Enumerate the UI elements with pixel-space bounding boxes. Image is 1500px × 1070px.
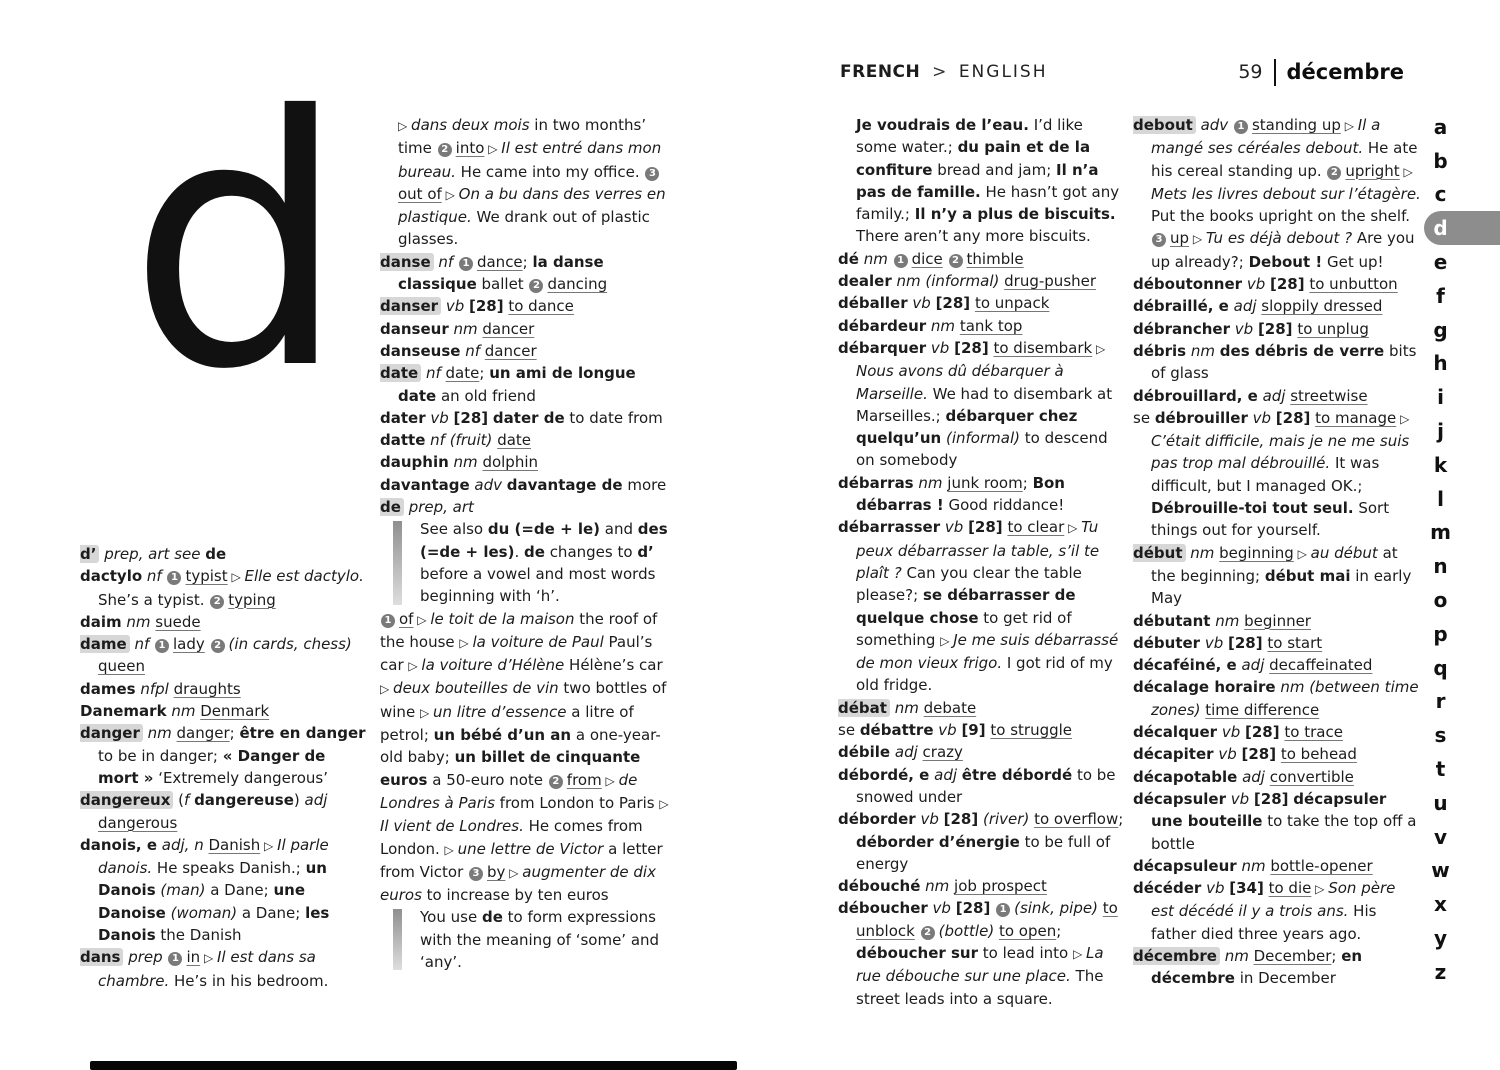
headword: danger: [80, 724, 143, 742]
example-marker-icon: ▷: [408, 659, 422, 674]
alphabet-tab-l: l: [1437, 486, 1444, 511]
headword: dangereux: [80, 791, 173, 809]
alphabet-tab-c: c: [1434, 182, 1447, 207]
headword: début: [1133, 544, 1186, 562]
sense-number: 1: [155, 639, 169, 653]
dictionary-entry: danseuse nf dancer: [380, 341, 537, 360]
dictionary-entry: déballer vb [28] to unpack: [838, 294, 1050, 313]
dictionary-entry: déboucher vb [28] 1 (sink, pipe) to unblock 2 (bottle) to open; déboucher sur to lead into ▷ La rue débouche sur une place. The street leads into a square.: [838, 899, 1118, 1008]
alphabet-tab-g: g: [1433, 317, 1448, 342]
section-language-from: FRENCH: [840, 62, 921, 82]
example-marker-icon: ▷: [1396, 411, 1410, 426]
text-column-2: [380, 114, 670, 1010]
usage-note: You use de to form expressions with the meaning of ‘some’ and ‘any’.: [380, 906, 670, 973]
example-marker-icon: ▷: [419, 705, 433, 720]
headword: dans: [80, 948, 123, 966]
dictionary-entry: dauphin nm dolphin: [380, 453, 539, 472]
example-marker-icon: ▷: [601, 773, 619, 788]
example-marker-icon: ▷: [1340, 119, 1358, 133]
alphabet-tab-k: k: [1433, 452, 1448, 477]
example-marker-icon: ▷: [940, 633, 954, 648]
entry-continuation: 1 of ▷ le toit de la maison the roof of the house ▷ la voiture de Paul Paul’s car ▷ la voiture d’Hélène Hélène’s car ▷ deux bouteilles de vin two bottles of wine ▷ un litre d’essence a litre of petrol; un bébé d’un an a one-year-old baby; un billet de cinquante euros a 50-euro note 2 from ▷ de Londres à Paris from London to Paris ▷ Il vient de Londres. He comes from London. ▷ une lettre de Victor a letter from Victor 3 by ▷ augmenter de dix euros to increase by ten euros: [380, 609, 669, 905]
sense-number: 2: [438, 143, 452, 157]
dictionary-entry: débrancher vb [28] to unplug: [1133, 319, 1369, 338]
dictionary-entry: décaféiné, e adj decaffeinated: [1133, 656, 1373, 675]
page-guide: [1238, 56, 1404, 88]
dictionary-entry: déborder vb [28] (river) to overflow; déborder d’énergie to be full of energy: [838, 810, 1124, 873]
sense-number: 2: [549, 775, 563, 789]
sense-number: 1: [167, 571, 181, 585]
footer-bar: [90, 1061, 737, 1070]
dictionary-entry: danser vb [28] to dance: [380, 295, 670, 317]
alphabet-tab-r: r: [1435, 689, 1446, 714]
example-marker-icon: ▷: [441, 187, 459, 202]
dictionary-entry: début nm beginning ▷ au début at the beginning; début mai in early May: [1133, 542, 1423, 610]
example-marker-icon: ▷: [380, 682, 394, 697]
alphabet-tab-m: m: [1430, 520, 1451, 545]
dictionary-entry: se débrouiller vb [28] to manage ▷ C’était difficile, mais je ne me suis pas trop mal débrouillé. It was difficult, but I managed OK.; Débrouille-toi tout seul. Sort things out for yourself.: [1133, 408, 1410, 540]
dictionary-entry: dame nf 1 lady 2 (in cards, chess) queen: [80, 633, 370, 678]
sense-number: 1: [996, 903, 1010, 917]
dictionary-entry: danger nm danger; être en danger to be in danger; « Danger de mort » ‘Extremely dangerous’: [80, 722, 370, 789]
sense-number: 1: [894, 254, 908, 268]
entry-continuation: Je voudrais de l’eau. I’d like some water.; du pain et de la confiture bread and jam; Il n’a pas de famille. He hasn’t got any family.; Il n’y a plus de biscuits. There aren’t any more biscuits.: [856, 116, 1120, 246]
alphabet-tab-u: u: [1433, 790, 1448, 815]
usage-note: See also du (=de + le) and des (=de + les). de changes to d’ before a vowel and most words beginning with ‘h’.: [380, 518, 670, 607]
alphabet-tab-x: x: [1434, 892, 1447, 917]
dictionary-entry: décapiter vb [28] to behead: [1133, 745, 1357, 764]
example-marker-icon: ▷: [1399, 164, 1413, 179]
headword: debout: [1133, 116, 1196, 134]
example-marker-icon: ▷: [1293, 546, 1311, 561]
dictionary-entry: de prep, art: [380, 496, 670, 518]
alphabet-tab-d: d: [1424, 211, 1500, 245]
dictionary-entry: débrouillard, e adj streetwise: [1133, 386, 1368, 405]
alphabet-tab-h: h: [1433, 351, 1448, 376]
sense-number: 1: [381, 614, 395, 628]
text-column-4: [1133, 114, 1423, 1010]
alphabet-rail: [1424, 110, 1500, 989]
alphabet-tab-q: q: [1433, 655, 1448, 680]
text-column-3: [838, 114, 1128, 1010]
dictionary-entry: dé nm 1 dice 2 thimble: [838, 249, 1024, 268]
dictionary-entry: dames nfpl draughts: [80, 679, 241, 698]
alphabet-tab-s: s: [1434, 723, 1447, 748]
dictionary-entry: date nf date; un ami de longue date an old friend: [380, 362, 670, 407]
alphabet-tab-f: f: [1436, 283, 1445, 308]
example-marker-icon: ▷: [1064, 521, 1082, 536]
alphabet-tab-i: i: [1437, 385, 1444, 410]
dictionary-entry: débile adj crazy: [838, 743, 963, 762]
alphabet-tab-w: w: [1431, 858, 1450, 883]
page-number: 59: [1238, 61, 1263, 83]
dictionary-entry: danse nf 1 dance; la danse classique ballet 2 dancing: [380, 251, 670, 296]
text-column-1: [80, 543, 370, 1005]
example-marker-icon: ▷: [398, 119, 412, 133]
header-divider: [1274, 59, 1276, 86]
example-marker-icon: ▷: [505, 865, 523, 880]
sense-number: 1: [459, 257, 473, 271]
dictionary-entry: débris nm des débris de verre bits of glass: [1133, 341, 1417, 383]
example-marker-icon: ▷: [260, 838, 278, 853]
headword: débat: [838, 699, 890, 717]
headword: danser: [380, 297, 441, 315]
dictionary-entry: décembre nm December; en décembre in December: [1133, 945, 1423, 990]
sense-number: 2: [1327, 166, 1341, 180]
example-marker-icon: ▷: [444, 842, 458, 857]
dictionary-entry: décapsuleur nm bottle-opener: [1133, 856, 1373, 875]
dictionary-entry: décalquer vb [28] to trace: [1133, 723, 1343, 742]
dictionary-entry: débarras nm junk room; Bon débarras ! Good riddance!: [838, 473, 1065, 515]
dictionary-entry: débouché nm job prospect: [838, 877, 1047, 896]
dictionary-entry: débat nm debate: [838, 697, 1128, 719]
dictionary-entry: dater vb [28] dater de to date from: [380, 408, 663, 427]
dictionary-entry: décéder vb [34] to die ▷ Son père est décédé il y a trois ans. His father died three years ago.: [1133, 879, 1396, 943]
example-marker-icon: ▷: [1189, 232, 1206, 247]
dictionary-entry: débarquer vb [28] to disembark ▷ Nous avons dû débarquer à Marseille. We had to disembark at Marseilles.; débarquer chez quelqu’un (informal) to descend on somebody: [838, 338, 1113, 470]
guide-word: décembre: [1286, 60, 1404, 84]
headword: de: [380, 498, 404, 516]
alphabet-tab-o: o: [1433, 588, 1448, 613]
dictionary-entry: d’ prep, art see de: [80, 543, 370, 565]
dictionary-entry: débutant nm beginner: [1133, 611, 1311, 630]
dictionary-entry: dactylo nf 1 typist ▷ Elle est dactylo. She’s a typist. 2 typing: [80, 567, 364, 609]
dictionary-entry: danseur nm dancer: [380, 319, 535, 338]
example-marker-icon: ▷: [484, 142, 502, 157]
big-letter: d: [128, 44, 347, 445]
sense-number: 2: [921, 926, 935, 940]
alphabet-tab-z: z: [1434, 959, 1447, 984]
dictionary-entry: datte nf (fruit) date: [380, 431, 532, 450]
alphabet-tab-v: v: [1433, 824, 1448, 849]
dictionary-entry: décapotable adj convertible: [1133, 767, 1354, 786]
dictionary-entry: débardeur nm tank top: [838, 316, 1023, 335]
section-title: [840, 62, 1048, 82]
sense-number: 2: [529, 279, 543, 293]
dictionary-entry: débordé, e adj être débordé to be snowed under: [838, 765, 1116, 806]
example-marker-icon: ▷: [1072, 946, 1087, 961]
dictionary-entry: dangereux (f dangereuse) adj dangerous: [80, 789, 370, 834]
dictionary-entry: déboutonner vb [28] to unbutton: [1133, 275, 1398, 294]
alphabet-tab-j: j: [1437, 419, 1444, 444]
sense-number: 1: [168, 952, 182, 966]
sense-number: 1: [1234, 120, 1248, 134]
sense-number: 3: [1152, 233, 1166, 247]
headword: dame: [80, 635, 130, 653]
example-marker-icon: ▷: [1092, 341, 1106, 356]
headword: décembre: [1133, 947, 1220, 965]
alphabet-tab-t: t: [1435, 757, 1446, 782]
headword: danse: [380, 253, 434, 271]
dictionary-entry: Danemark nm Denmark: [80, 702, 270, 721]
sense-number: 2: [949, 254, 963, 268]
alphabet-tab-b: b: [1433, 148, 1448, 173]
example-marker-icon: ▷: [459, 635, 473, 650]
dictionary-entry: dealer nm (informal) drug-pusher: [838, 272, 1097, 291]
example-marker-icon: ▷: [227, 570, 245, 585]
alphabet-tab-y: y: [1433, 926, 1448, 951]
alphabet-tab-a: a: [1433, 114, 1448, 139]
headword: d’: [80, 545, 99, 563]
alphabet-tab-n: n: [1433, 554, 1448, 579]
dictionary-entry: daim nm suede: [80, 612, 201, 631]
dictionary-entry: débarrasser vb [28] to clear ▷ Tu peux débarrasser la table, s’il te plaît ? Can you clear the table please?; se débarrasser de quelque chose to get rid of something ▷ Je me suis débarrassé de mon vieux frigo. I got rid of my old fridge.: [838, 518, 1119, 695]
example-marker-icon: ▷: [659, 796, 669, 811]
sense-number: 3: [469, 867, 483, 881]
sense-number: 2: [211, 639, 225, 653]
section-language-to: ENGLISH: [958, 62, 1048, 82]
sense-number: 3: [645, 167, 659, 181]
dictionary-entry: décapsuler vb [28] décapsuler une bouteille to take the top off a bottle: [1133, 789, 1417, 853]
dictionary-entry: se débattre vb [9] to struggle: [838, 721, 1073, 740]
example-marker-icon: ▷: [200, 951, 217, 966]
section-separator: >: [932, 62, 947, 82]
sense-number: 2: [210, 595, 224, 609]
alphabet-tab-p: p: [1433, 621, 1448, 646]
dictionary-entry: décalage horaire nm (between time zones) time difference: [1133, 678, 1419, 719]
alphabet-tab-e: e: [1433, 250, 1448, 275]
example-marker-icon: ▷: [1311, 882, 1329, 897]
headword: date: [380, 364, 421, 382]
dictionary-entry: debout adv 1 standing up ▷ Il a mangé ses céréales debout. He ate his cereal standing up. 2 upright ▷ Mets les livres debout sur l’étagère. Put the books upright on the shelf. 3 up ▷ Tu es déjà debout ? Are you up already?; Debout ! Get up!: [1133, 114, 1423, 273]
example-marker-icon: ▷: [413, 612, 431, 627]
dictionary-entry: débraillé, e adj sloppily dressed: [1133, 297, 1383, 316]
entry-continuation: ▷ dans deux mois in two months’ time 2 into ▷ Il est entré dans mon bureau. He came into my office. 3out of ▷ On a bu dans des verres en plastique. We drank out of plastic glasses.: [398, 116, 666, 249]
dictionary-entry: danois, e adj, n Danish ▷ Il parle danois. He speaks Danish.; un Danois (man) a Dane; une Danoise (woman) a Dane; les Danois the Danish: [80, 835, 330, 945]
dictionary-entry: débuter vb [28] to start: [1133, 633, 1323, 652]
dictionary-entry: dans prep 1 in ▷ Il est dans sa chambre. He’s in his bedroom.: [80, 946, 370, 992]
dictionary-entry: davantage adv davantage de more: [380, 475, 667, 494]
